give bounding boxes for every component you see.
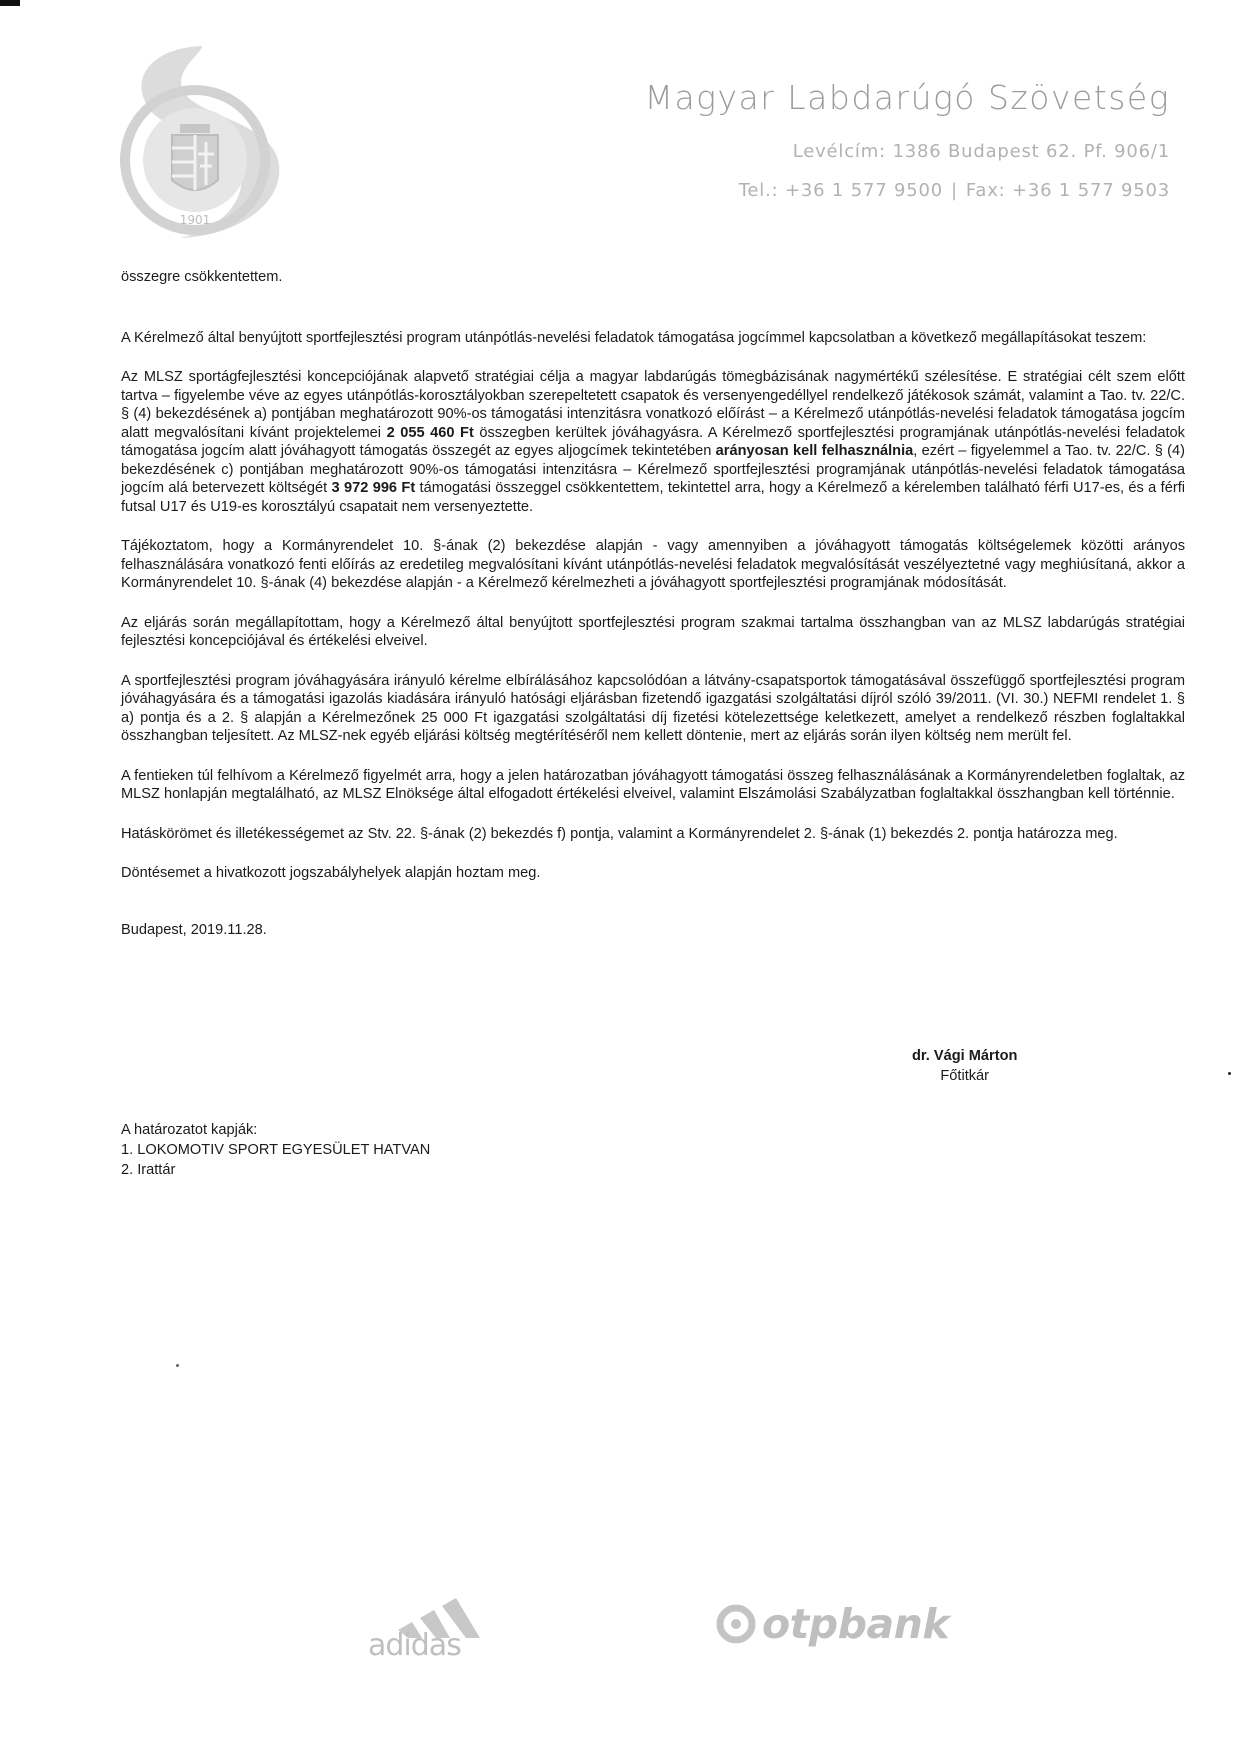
paragraph-8: Hatáskörömet és illetékességemet az Stv. 22. §-ának (2) bekezdés f) pontja, valamint a Kormányrendelet 2. §-ának (1) bekezdés 2. pontja határozza meg. [121, 825, 1118, 842]
paragraph-3-part-c: , ezért – figyelemmel a Tao. tv. 22/C. § (4) bekezdésének c) pontjában meghatározott 90%-os támogatási intenzitásra – Kérelmező sportfejlesztési programjának utánpótlás-nevelési feladatok támogatása jogcím alá betervezett költségét [121, 443, 1185, 496]
letterhead [644, 78, 1170, 201]
paragraph-1: összegre csökkentettem. [121, 269, 283, 285]
postal-address: Levélcím: 1386 Budapest 62. Pf. 906/1 [792, 141, 1170, 162]
paragraph-3-part-a: Az MLSZ sportágfejlesztési koncepciójának alapvető stratégiai célja a magyar labdarúgás tömegbázisának nagymértékű szélesítése. E stratégiai célt szem előtt tartva – figyelembe véve az egyes utánpótlás-korosztályokban szerepeltetett csapatok és versenyengedéllyel rendelkező játékosok számát, valamint a Tao. tv. 22/C. § (4) bekezdésének a) pontjában meghatározott 90%-os támogatási intenzitásra vonatkozó előírást – a Kérelmező utánpótlás-nevelési feladatok támogatása jogcím alatt megvalósítani kívánt projektelemei [121, 369, 1185, 441]
otpbank-logo: otpbank [762, 1600, 950, 1648]
paragraph-6: A sportfejlesztési program jóváhagyására irányuló kérelme elbírálásához kapcsolódóan a látvány-csapatsportok támogatásával összefüggő sportfejlesztési program jóváhagyására és a támogatási igazolás kiadására irányuló hatósági eljárásban fizetendő igazgatási szolgáltatási díjról szóló 39/2011. (VI. 30.) NEFMI rendelet 1. § a) pontja és a 2. § alapján a Kérelmezőnek 25 000 Ft igazgatási szolgáltatási díj fizetési kötelezettsége keletkezett, amelyet a rendelkező részben foglaltakkal összhangban teljesített. Az MLSZ-nek egyéb eljárási költség megtérítéséről nem kellett döntenie, mert az eljárás során ilyen költség nem merült fel. [121, 672, 1185, 744]
fax-number: Fax: +36 1 577 9503 [965, 180, 1170, 201]
document-body [121, 268, 1185, 960]
scan-edge-mark [0, 0, 20, 6]
paragraph-3-part-b: összegben kerültek jóváhagyásra. A Kérelmező sportfejlesztési programjának utánpótlás-nevelési feladatok támogatása jogcím alatt jóváhagyott támogatás összegét az egyes aljogcímek tekintetében [121, 424, 1185, 459]
paragraph-5: Az eljárás során megállapítottam, hogy a Kérelmező által benyújtott sportfejlesztési program szakmai tartalma összhangban van az MLSZ labdarúgás stratégiai fejlesztési koncepciójával és értékelési elveivel. [121, 614, 1185, 649]
mlsz-emblem-logo [110, 40, 300, 240]
scan-speck [176, 1364, 179, 1367]
paragraph-2: A Kérelmező által benyújtott sportfejlesztési program utánpótlás-nevelési feladatok támogatása jogcímmel kapcsolatban a következő megállapításokat teszem: [121, 329, 1147, 346]
recipients-heading: A határozatot kapják: [121, 1122, 258, 1138]
contact-line [644, 180, 1170, 201]
contact-separator: | [950, 180, 958, 201]
paragraph-3-part-d: támogatási összeggel csökkentettem, tekintettel arra, hogy a Kérelmező a kérelemben található férfi U17-es, és a férfi futsal U17 és U19-es korosztályú csapatait nem versenyeztette. [121, 480, 1185, 515]
phone-number: Tel.: +36 1 577 9500 [738, 180, 943, 201]
paragraph-3 [121, 368, 1185, 516]
organization-name: Magyar Labdarúgó Szövetség [644, 78, 1170, 117]
signer-name: dr. Vági Márton [912, 1048, 1018, 1064]
adidas-logo: adidas [368, 1628, 461, 1663]
emphasis-proportional-use: arányosan kell felhasználnia [715, 443, 914, 459]
footer-sponsor-bar [0, 1560, 1240, 1700]
scan-speck [1228, 1072, 1231, 1075]
paragraph-4: Tájékoztatom, hogy a Kormányrendelet 10. §-ának (2) bekezdése alapján - vagy amennyiben a jóváhagyott támogatás költségelemek közötti arányos felhasználására vonatkozó fenti előírás az eredetileg megvalósítani kívánt utánpótlás-nevelési feladatok megvalósítását veszélyeztetné vagy meghiúsítaná, akkor a Kormányrendelet 10. §-ának (4) bekezdése alapján - a Kérelmező kérelmezheti a jóváhagyott sportfejlesztési programjának módosítását. [121, 538, 1185, 591]
recipient-item: 2. Irattár [121, 1162, 176, 1178]
signature-block [912, 1046, 1017, 1086]
paragraph-7: A fentieken túl felhívom a Kérelmező figyelmét arra, hogy a jelen határozatban jóváhagyott támogatási összeg felhasználásának a Kormányrendeletben foglaltak, az MLSZ honlapján megtalálható, az MLSZ Elnöksége által elfogadott értékelési elveivel, valamint Elszámolási Szabályzatban foglaltakkal összhangban kell történnie. [121, 767, 1185, 802]
document-date: Budapest, 2019.11.28. [121, 921, 267, 938]
approved-amount: 2 055 460 Ft [386, 424, 474, 441]
recipient-item: 1. LOKOMOTIV SPORT EGYESÜLET HATVAN [121, 1142, 431, 1158]
reduced-amount: 3 972 996 Ft [331, 480, 416, 496]
recipients-block [121, 1120, 430, 1180]
paragraph-9: Döntésemet a hivatkozott jogszabályhelyek alapján hoztam meg. [121, 865, 541, 881]
emblem-year: 1901 [179, 213, 211, 227]
signer-title: Főtitkár [940, 1068, 990, 1084]
